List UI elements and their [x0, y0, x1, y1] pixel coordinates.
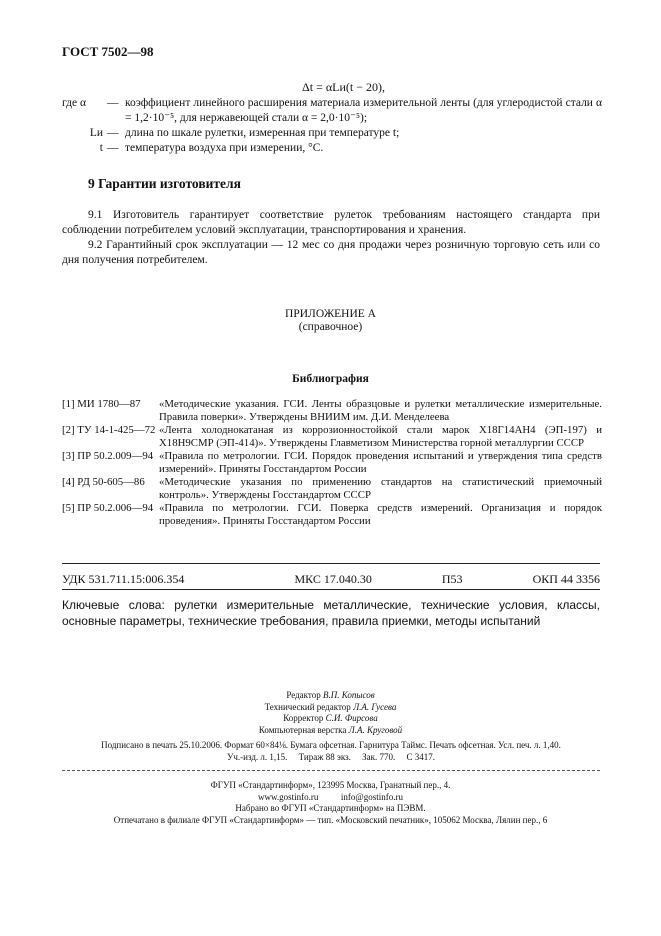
- legend-desc: коэффициент линейного расширения материала измерительной ленты (для углеродистой стали α = 1,2·10⁻⁵, для нержавеющей стали α = 2,0·10⁻⁵);: [125, 97, 602, 124]
- credit-corrector: [0, 713, 661, 725]
- appendix-subtitle: (справочное): [298, 321, 363, 333]
- bibliography-item: [62, 398, 602, 424]
- mks-code: МКС 17.040.30: [294, 572, 372, 586]
- appendix-heading: [0, 308, 661, 334]
- credit-layout: [0, 725, 661, 737]
- credit-person: В.П. Копысов: [323, 690, 375, 700]
- bibliography-list: [62, 398, 602, 528]
- bibliography-item: [62, 450, 602, 476]
- dashed-divider: [62, 770, 600, 771]
- imprint-line: ФГУП «Стандартинформ», 123995 Москва, Гранатный пер., 4.: [210, 780, 451, 790]
- legend-desc: длина по шкале рулетки, измеренная при температуре t;: [125, 127, 400, 139]
- classification-codes: [62, 572, 600, 587]
- legend-dash: —: [107, 142, 119, 154]
- credit-tech-editor: [0, 702, 661, 714]
- bibliography-ref: [4] РД 50-605—86: [62, 476, 145, 488]
- legend-term: где α: [62, 97, 86, 109]
- bibliography-text: «Правила по метрологии. ГСИ. Поверка средств измерений. Организация и порядок проведения». Приняты Госстандартом России: [159, 502, 602, 527]
- legend-term: t: [99, 142, 103, 154]
- publication-line: Подписано в печать 25.10.2006. Формат 60×84⅛. Бумага офсетная. Гарнитура Таймс. Печать офсетная. Усл. печ. л. 1,40.: [101, 740, 561, 750]
- bibliography-ref: [3] ПР 50.2.009—94: [62, 450, 154, 462]
- bibliography-item: [62, 502, 602, 528]
- credit-label: Редактор: [286, 690, 321, 700]
- legend-dash: —: [107, 127, 119, 139]
- credit-person: Л.А. Гусева: [353, 701, 397, 712]
- document-header: ГОСТ 7502—98: [62, 44, 154, 59]
- imprint-links: www.gostinfo.ru info@gostinfo.ru: [258, 791, 403, 802]
- legend-desc: температура воздуха при измерении, °С.: [125, 142, 324, 154]
- bibliography-text: «Методические указания по применению стандартов на статистический приемочный контроль». Утверждены Госстандартом СССР: [159, 476, 602, 501]
- formula: Δt = αLи(t − 20),: [302, 80, 385, 94]
- bibliography-ref: [5] ПР 50.2.006—94: [62, 502, 154, 514]
- paragraph-text: 9.2 Гарантийный срок эксплуатации — 12 мес со дня продажи через розничную торговую сеть или со дня получения потребителем.: [62, 239, 600, 266]
- legend-row: [62, 96, 602, 126]
- credit-label: Корректор: [283, 713, 324, 723]
- imprint-line: Отпечатано в филиале ФГУП «Стандартинформ» — тип. «Московский печатник», 105062 Москва, Лялин пер., 6: [113, 814, 548, 825]
- bibliography-title: Библиография: [292, 373, 369, 385]
- imprint-line: Набрано во ФГУП «Стандартинформ» на ПЭВМ.: [235, 803, 426, 813]
- publication-info: [62, 740, 600, 763]
- section-title: 9 Гарантии изготовителя: [88, 176, 241, 191]
- divider-bottom: [62, 589, 600, 590]
- keywords: Ключевые слова: рулетки измерительные металлические, технические условия, классы, основные параметры, технические требования, правила приемки, методы испытаний: [62, 598, 600, 628]
- credit-label: Технический редактор: [264, 701, 351, 712]
- editorial-credits: [0, 690, 661, 736]
- paragraph-text: 9.1 Изготовитель гарантирует соответствие рулеток требованиям настоящего стандарта при соблюдении потребителем условий эксплуатации, транспортирования и хранения.: [62, 209, 600, 236]
- publication-line: Уч.-изд. л. 1,15. Тираж 88 экз. Зак. 770. С 3417.: [226, 751, 436, 762]
- bibliography-text: «Лента холоднокатаная из коррозионностойкой стали марок Х18Г14АН4 (ЭП-197) и Х18Н9СМР (ЭП-414)». Утверждены Главметизом Министерства горной металлургии СССР: [159, 424, 602, 449]
- legend-dash: —: [107, 97, 119, 109]
- bibliography-ref: [2] ТУ 14-1-425—72: [62, 424, 156, 436]
- bibliography-text: «Правила по метрологии. ГСИ. Порядок проведения испытаний и утверждения типа средств измерений». Приняты Госстандартом России: [159, 450, 602, 475]
- legend-row: [62, 126, 602, 141]
- imprint: [0, 780, 661, 826]
- credit-person: С.И. Фирсова: [325, 713, 378, 723]
- legend-term: Lи: [89, 127, 103, 139]
- divider-top: [62, 563, 600, 564]
- paragraph-9-1: [62, 208, 600, 238]
- bibliography-item: [62, 424, 602, 450]
- appendix-title: ПРИЛОЖЕНИЕ А: [285, 308, 376, 320]
- okp-code: ОКП 44 3356: [532, 572, 600, 586]
- credit-person: Л.А. Круговой: [348, 724, 403, 735]
- bibliography-text: «Методические указания. ГСИ. Ленты образцовые и рулетки металлические измерительные. Правила поверки». Утверждены ВНИИМ им. Д.И. Менделеева: [159, 398, 602, 423]
- bibliography-item: [62, 476, 602, 502]
- formula-legend: [62, 96, 602, 156]
- p-code: П53: [441, 572, 463, 586]
- bibliography-ref: [1] МИ 1780—87: [62, 398, 141, 410]
- credit-editor: [0, 690, 661, 702]
- credit-label: Компьютерная верстка: [258, 724, 347, 735]
- paragraph-9-2: [62, 238, 600, 268]
- udk-code: УДК 531.711.15:006.354: [62, 572, 185, 586]
- legend-row: [62, 141, 602, 156]
